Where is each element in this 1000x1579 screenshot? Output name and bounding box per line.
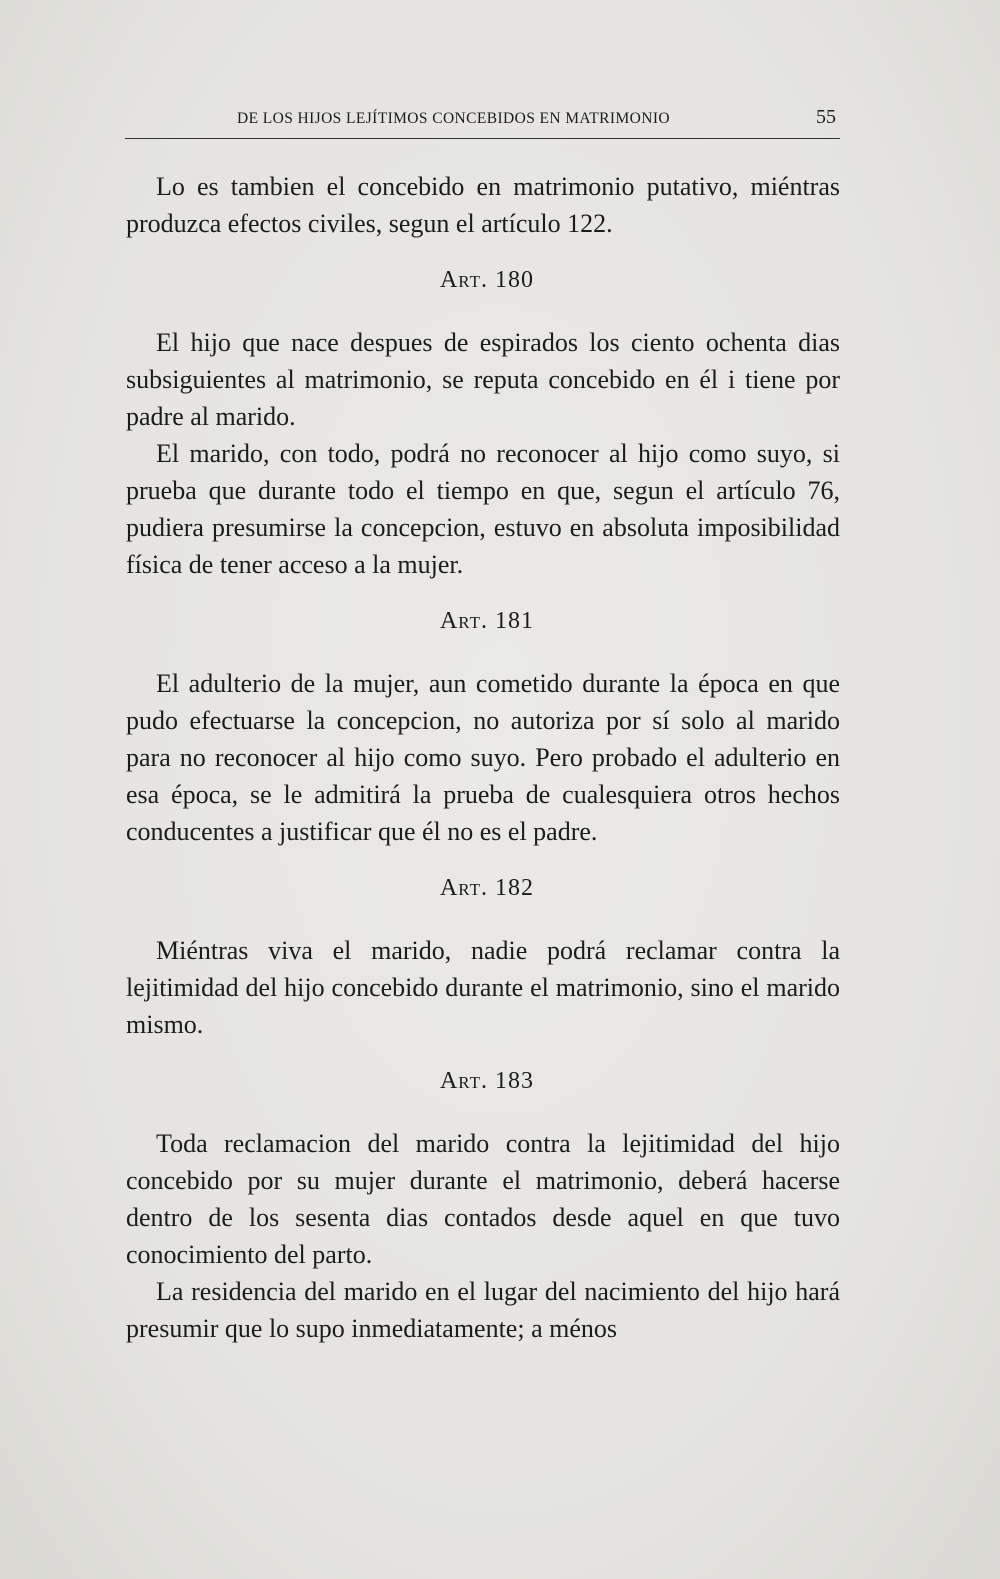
article-number: 183 (495, 1068, 535, 1094)
article-heading-182 (134, 870, 840, 907)
running-head: DE LOS HIJOS LEJÍTIMOS CONCEBIDOS EN MATRIMONIO (237, 110, 671, 127)
paragraph: El hijo que nace despues de espirados los ciento ochenta dias subsiguientes al matrimonio, se reputa concebido en él i tiene por padre al marido. (126, 328, 840, 431)
paragraph: La residencia del marido en el lugar del nacimiento del hijo hará presumir que lo supo inmediatamente; a ménos (126, 1277, 840, 1343)
paragraph: Miéntras viva el marido, nadie podrá reclamar contra la lejitimidad del hijo concebido durante el matrimonio, sino el marido mismo. (126, 936, 840, 1039)
paragraph-intro: Lo es tambien el concebido en matrimonio putativo, miéntras produzca efectos civiles, segun el artículo 122. (126, 172, 840, 238)
article-number: 182 (495, 875, 535, 901)
page-header (125, 104, 840, 139)
article-heading-183 (134, 1063, 840, 1100)
article-number: 180 (495, 267, 535, 293)
page-number: 55 (816, 106, 836, 128)
article-label: Art. (439, 875, 489, 901)
paragraph: El marido, con todo, podrá no reconocer al hijo como suyo, si prueba que durante todo el tiempo en que, segun el artículo 76, pudiera presumirse la concepcion, estuvo en absoluta imposibilidad física de tener acceso a la mujer. (126, 439, 840, 579)
article-number: 181 (495, 608, 535, 634)
article-label: Art. (439, 1068, 489, 1094)
article-label: Art. (439, 267, 489, 293)
article-heading-181 (134, 603, 840, 640)
article-heading-180 (134, 262, 840, 299)
paragraph: Toda reclamacion del marido contra la lejitimidad del hijo concebido por su mujer durante el matrimonio, deberá hacerse dentro de los sesenta dias contados desde aquel en que tuvo conocimiento del parto. (126, 1129, 840, 1269)
page-body (126, 168, 840, 1347)
article-label: Art. (439, 608, 489, 634)
paragraph: El adulterio de la mujer, aun cometido durante la época en que pudo efectuarse la concepcion, no autoriza por sí solo al marido para no reconocer al hijo como suyo. Pero probado el adulterio en esa época, se le admitirá la prueba de cualesquiera otros hechos conducentes a justificar que él no es el padre. (126, 669, 840, 846)
